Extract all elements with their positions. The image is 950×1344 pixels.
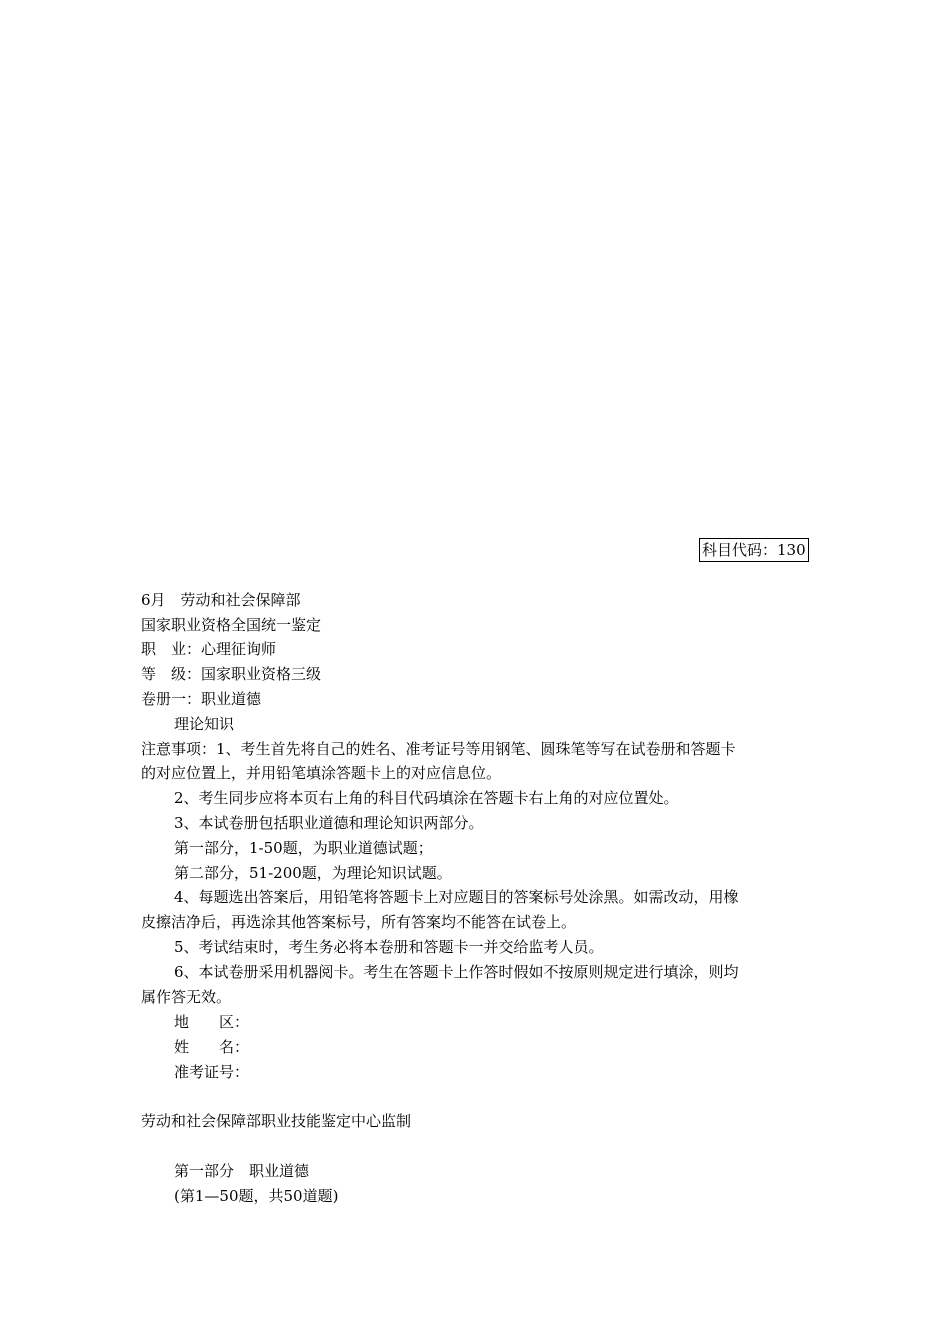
exam-title: 国家职业资格全国统一鉴定: [141, 616, 322, 634]
section-range: (第1—50题，共50道题): [174, 1187, 339, 1205]
exam-number-field-label: 准考证号：: [174, 1063, 250, 1081]
profession-line: 职 业：心理征询师: [141, 640, 277, 658]
level-line: 等 级：国家职业资格三级: [141, 665, 322, 683]
subject-code-box: 科目代码：130: [699, 538, 809, 562]
name-field-label: 姓 名：: [174, 1038, 250, 1056]
notice-part2: 第二部分，51-200题，为理论知识试题。: [174, 864, 452, 882]
notice-item2: 2、考生同步应将本页右上角的科目代码填涂在答题卡右上角的对应位置处。: [174, 789, 679, 807]
notice-item6-line2: 属作答无效。: [141, 988, 232, 1006]
date-org-line: 6月 劳动和社会保障部: [141, 591, 301, 609]
notice-item5: 5、考试结束时，考生务必将本卷册和答题卡一并交给监考人员。: [174, 938, 604, 956]
notice-item6-line1: 6、本试卷册采用机器阅卡。考生在答题卡上作答时假如不按原则规定进行填涂，则均: [174, 963, 739, 981]
notice-item4-line1: 4、每题选出答案后，用铅笔将答题卡上对应题目的答案标号处涂黑。如需改动，用橡: [174, 888, 739, 906]
theory-line: 理论知识: [174, 715, 235, 733]
notice-item3: 3、本试卷册包括职业道德和理论知识两部分。: [174, 814, 484, 832]
footer-organization: 劳动和社会保障部职业技能鉴定中心监制: [141, 1112, 412, 1130]
section-title: 第一部分 职业道德: [174, 1162, 310, 1180]
notice-item1-line1: 注意事项：1、考生首先将自己的姓名、准考证号等用钢笔、圆珠笔等写在试卷册和答题卡: [141, 740, 736, 758]
notice-item1-line2: 的对应位置上，并用铅笔填涂答题卡上的对应信息位。: [141, 764, 502, 782]
volume-line: 卷册一：职业道德: [141, 690, 262, 708]
notice-item4-line2: 皮擦洁净后，再选涂其他答案标号，所有答案均不能答在试卷上。: [141, 913, 577, 931]
notice-part1: 第一部分，1-50题，为职业道德试题；: [174, 839, 433, 857]
region-field-label: 地 区：: [174, 1013, 250, 1031]
